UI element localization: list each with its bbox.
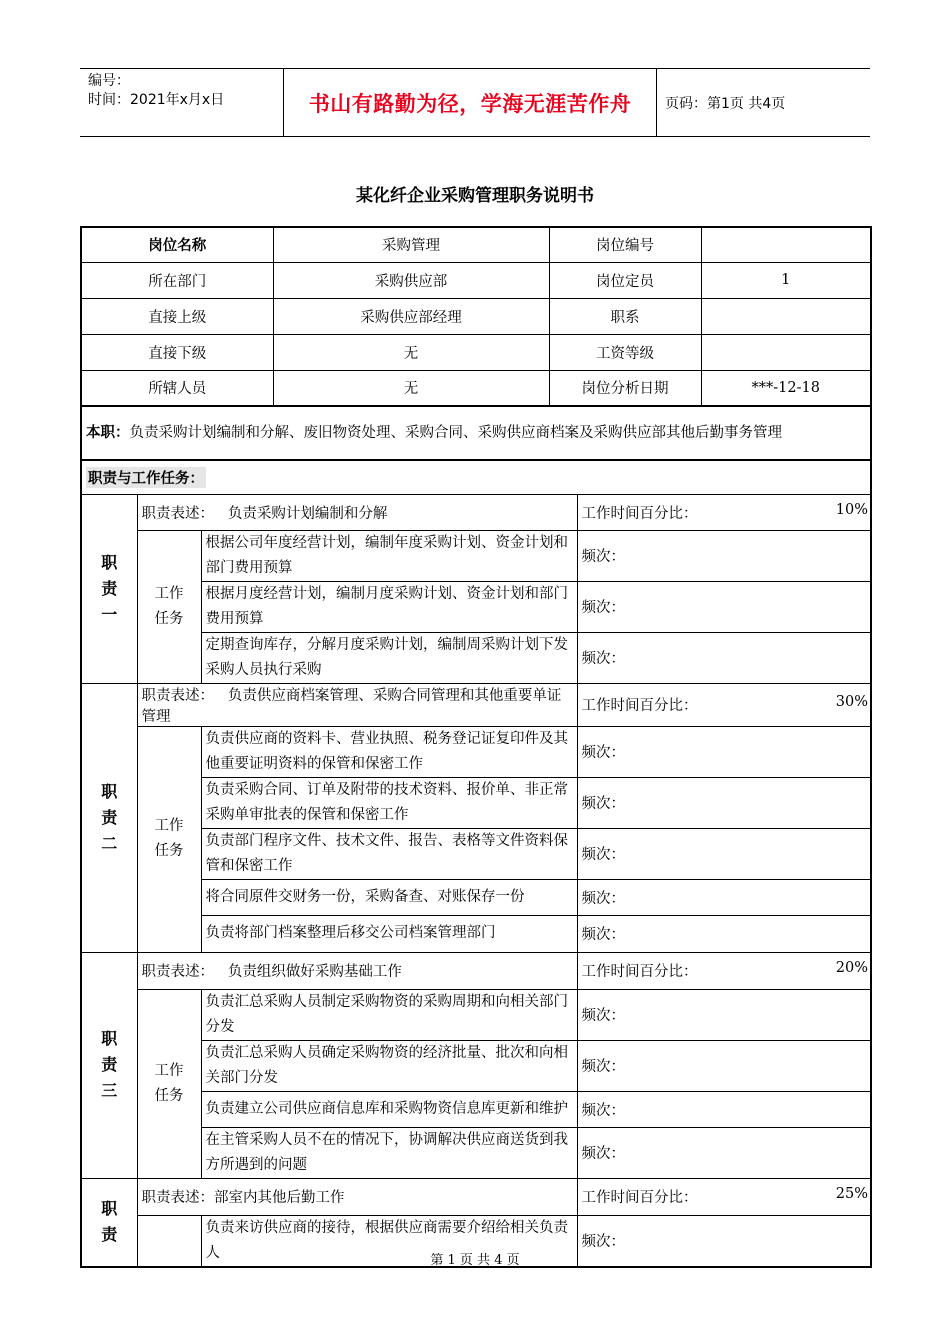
task-row: [81, 989, 871, 1040]
duty-desc-row: [81, 952, 871, 989]
duty-desc-label: 职责表述：: [141, 505, 214, 522]
benzhi-label: 本职：: [86, 424, 130, 441]
task-text: 负责汇总采购人员确定采购物资的经济批量、批次和向相关部门分发: [201, 1040, 577, 1091]
duty-desc-label: 职责表述：: [141, 1190, 214, 1206]
task-text: 将合同原件交财务一份，采购备查、对账保存一份: [201, 879, 577, 915]
page-header: [80, 68, 870, 137]
time-percent-label: 工作时间百分比：: [581, 1190, 698, 1206]
info-value: 采购供应部经理: [273, 298, 549, 334]
info-value: 采购供应部: [273, 262, 549, 298]
task-text: 负责汇总采购人员制定采购物资的采购周期和向相关部门分发: [201, 989, 577, 1040]
frequency-label: 频次：: [577, 989, 871, 1040]
info-value: [701, 227, 871, 262]
task-text: 根据月度经营计划，编制月度采购计划、资金计划和部门费用预算: [201, 581, 577, 632]
task-text: 在主管采购人员不在的情况下，协调解决供应商送货到我方所遇到的问题: [201, 1127, 577, 1178]
info-row: [81, 334, 871, 370]
task-text: 根据公司年度经营计划，编制年度采购计划、资金计划和部门费用预算: [201, 530, 577, 581]
header-meta: [80, 69, 283, 136]
info-label: 所辖人员: [81, 370, 273, 406]
time-percent-label: 工作时间百分比：: [581, 698, 698, 714]
time-percent-value: 30%: [835, 694, 869, 710]
task-text: 负责供应商的资料卡、营业执照、税务登记证复印件及其他重要证明资料的保管和保密工作: [201, 726, 577, 777]
info-value: [701, 334, 871, 370]
frequency-label: 频次：: [577, 1215, 871, 1267]
duty-label-char: 职: [101, 1199, 118, 1218]
doc-number-label: 编号：: [88, 73, 130, 89]
frequency-label: 频次：: [577, 1091, 871, 1127]
duty-label-char: 二: [101, 833, 118, 853]
header-motto: 书山有路勤为径，学海无涯苦作舟: [283, 69, 657, 136]
duty-desc-row: [81, 1178, 871, 1215]
info-label: 直接上级: [81, 298, 273, 334]
duty-desc: 负责组织做好采购基础工作: [227, 964, 402, 980]
info-label: 岗位分析日期: [549, 370, 701, 406]
duty-desc-label: 职责表述：: [141, 687, 214, 704]
duty-label-char: 职: [101, 552, 118, 572]
benzhi-row: [81, 406, 871, 460]
info-label: 工资等级: [549, 334, 701, 370]
task-text: 负责部门程序文件、技术文件、报告、表格等文件资料保管和保密工作: [201, 828, 577, 879]
info-row: [81, 370, 871, 406]
frequency-label: 频次：: [577, 915, 871, 952]
duty-desc-label: 职责表述：: [141, 964, 214, 980]
frequency-label: 频次：: [577, 828, 871, 879]
job-description-table: [80, 226, 872, 1268]
info-label: 职系: [549, 298, 701, 334]
time-percent-value: 10%: [835, 501, 869, 518]
time-percent-value: 25%: [835, 1186, 869, 1202]
info-label: 岗位名称: [81, 227, 273, 262]
duty-label-char: 责: [101, 1055, 118, 1074]
duty-label: [81, 952, 137, 1178]
info-label: 岗位定员: [549, 262, 701, 298]
duties-heading: 职责与工作任务：: [86, 467, 206, 488]
time-percent-label: 工作时间百分比：: [581, 505, 698, 522]
frequency-label: 频次：: [577, 530, 871, 581]
info-value: 采购管理: [273, 227, 549, 262]
document-title: 某化纤企业采购管理职务说明书: [356, 186, 594, 206]
duty-label: [81, 683, 137, 952]
info-row: [81, 262, 871, 298]
info-value: ***-12-18: [701, 370, 871, 406]
task-text: 定期查询库存，分解月度采购计划，编制周采购计划下发采购人员执行采购: [201, 632, 577, 683]
duty-desc-row: [81, 683, 871, 726]
duty-desc: 部室内其他后勤工作: [214, 1190, 345, 1206]
info-row: [81, 298, 871, 334]
page-footer: 第 1 页 共 4 页: [430, 1253, 520, 1268]
header-page-number: 页码：第1页 共4页: [665, 95, 786, 112]
duty-label-char: 责: [101, 578, 118, 598]
info-value: 无: [273, 334, 549, 370]
task-text: 负责建立公司供应商信息库和采购物资信息库更新和维护: [201, 1091, 577, 1127]
task-text: 负责将部门档案整理后移交公司档案管理部门: [201, 915, 577, 952]
task-row: [81, 726, 871, 777]
frequency-label: 频次：: [577, 1127, 871, 1178]
frequency-label: 频次：: [577, 726, 871, 777]
frequency-label: 频次：: [577, 879, 871, 915]
duty-label-char: 职: [101, 781, 118, 801]
duty-label-char: 一: [101, 604, 118, 624]
duty-label-char: 职: [101, 1029, 118, 1048]
frequency-label: 频次：: [577, 581, 871, 632]
task-row: [81, 530, 871, 581]
duty-desc: 负责供应商档案管理、采购合同管理和其他重要单证管理: [141, 687, 562, 725]
duty-label: [81, 494, 137, 683]
duties-heading-row: [81, 460, 871, 494]
task-text: 负责来访供应商的接待，根据供应商需要介绍给相关负责人: [201, 1215, 577, 1267]
info-label: 直接下级: [81, 334, 273, 370]
info-value: 1: [701, 262, 871, 298]
duty-label-char: 责: [101, 807, 118, 827]
info-value: [701, 298, 871, 334]
doc-time-label: 时间：2021年x月x日: [88, 92, 225, 108]
info-label: 所在部门: [81, 262, 273, 298]
info-label: 岗位编号: [549, 227, 701, 262]
duty-label-char: 责: [101, 1225, 118, 1244]
benzhi-text: 负责采购计划编制和分解、废旧物资处理、采购合同、采购供应商档案及采购供应部其他后勤事务管理: [129, 424, 782, 441]
duty-desc: 负责采购计划编制和分解: [227, 505, 388, 522]
info-row: [81, 227, 871, 262]
frequency-label: 频次：: [577, 1040, 871, 1091]
task-label: 工作 任务: [137, 989, 201, 1178]
time-percent-label: 工作时间百分比：: [581, 964, 698, 980]
task-label: 工作 任务: [137, 726, 201, 952]
duty-label-char: 三: [101, 1081, 118, 1100]
duty-desc-row: [81, 494, 871, 530]
frequency-label: 频次：: [577, 777, 871, 828]
task-text: 负责采购合同、订单及附带的技术资料、报价单、非正常采购单审批表的保管和保密工作: [201, 777, 577, 828]
task-label: 工作 任务: [137, 530, 201, 683]
frequency-label: 频次：: [577, 632, 871, 683]
time-percent-value: 20%: [835, 960, 869, 976]
info-value: 无: [273, 370, 549, 406]
